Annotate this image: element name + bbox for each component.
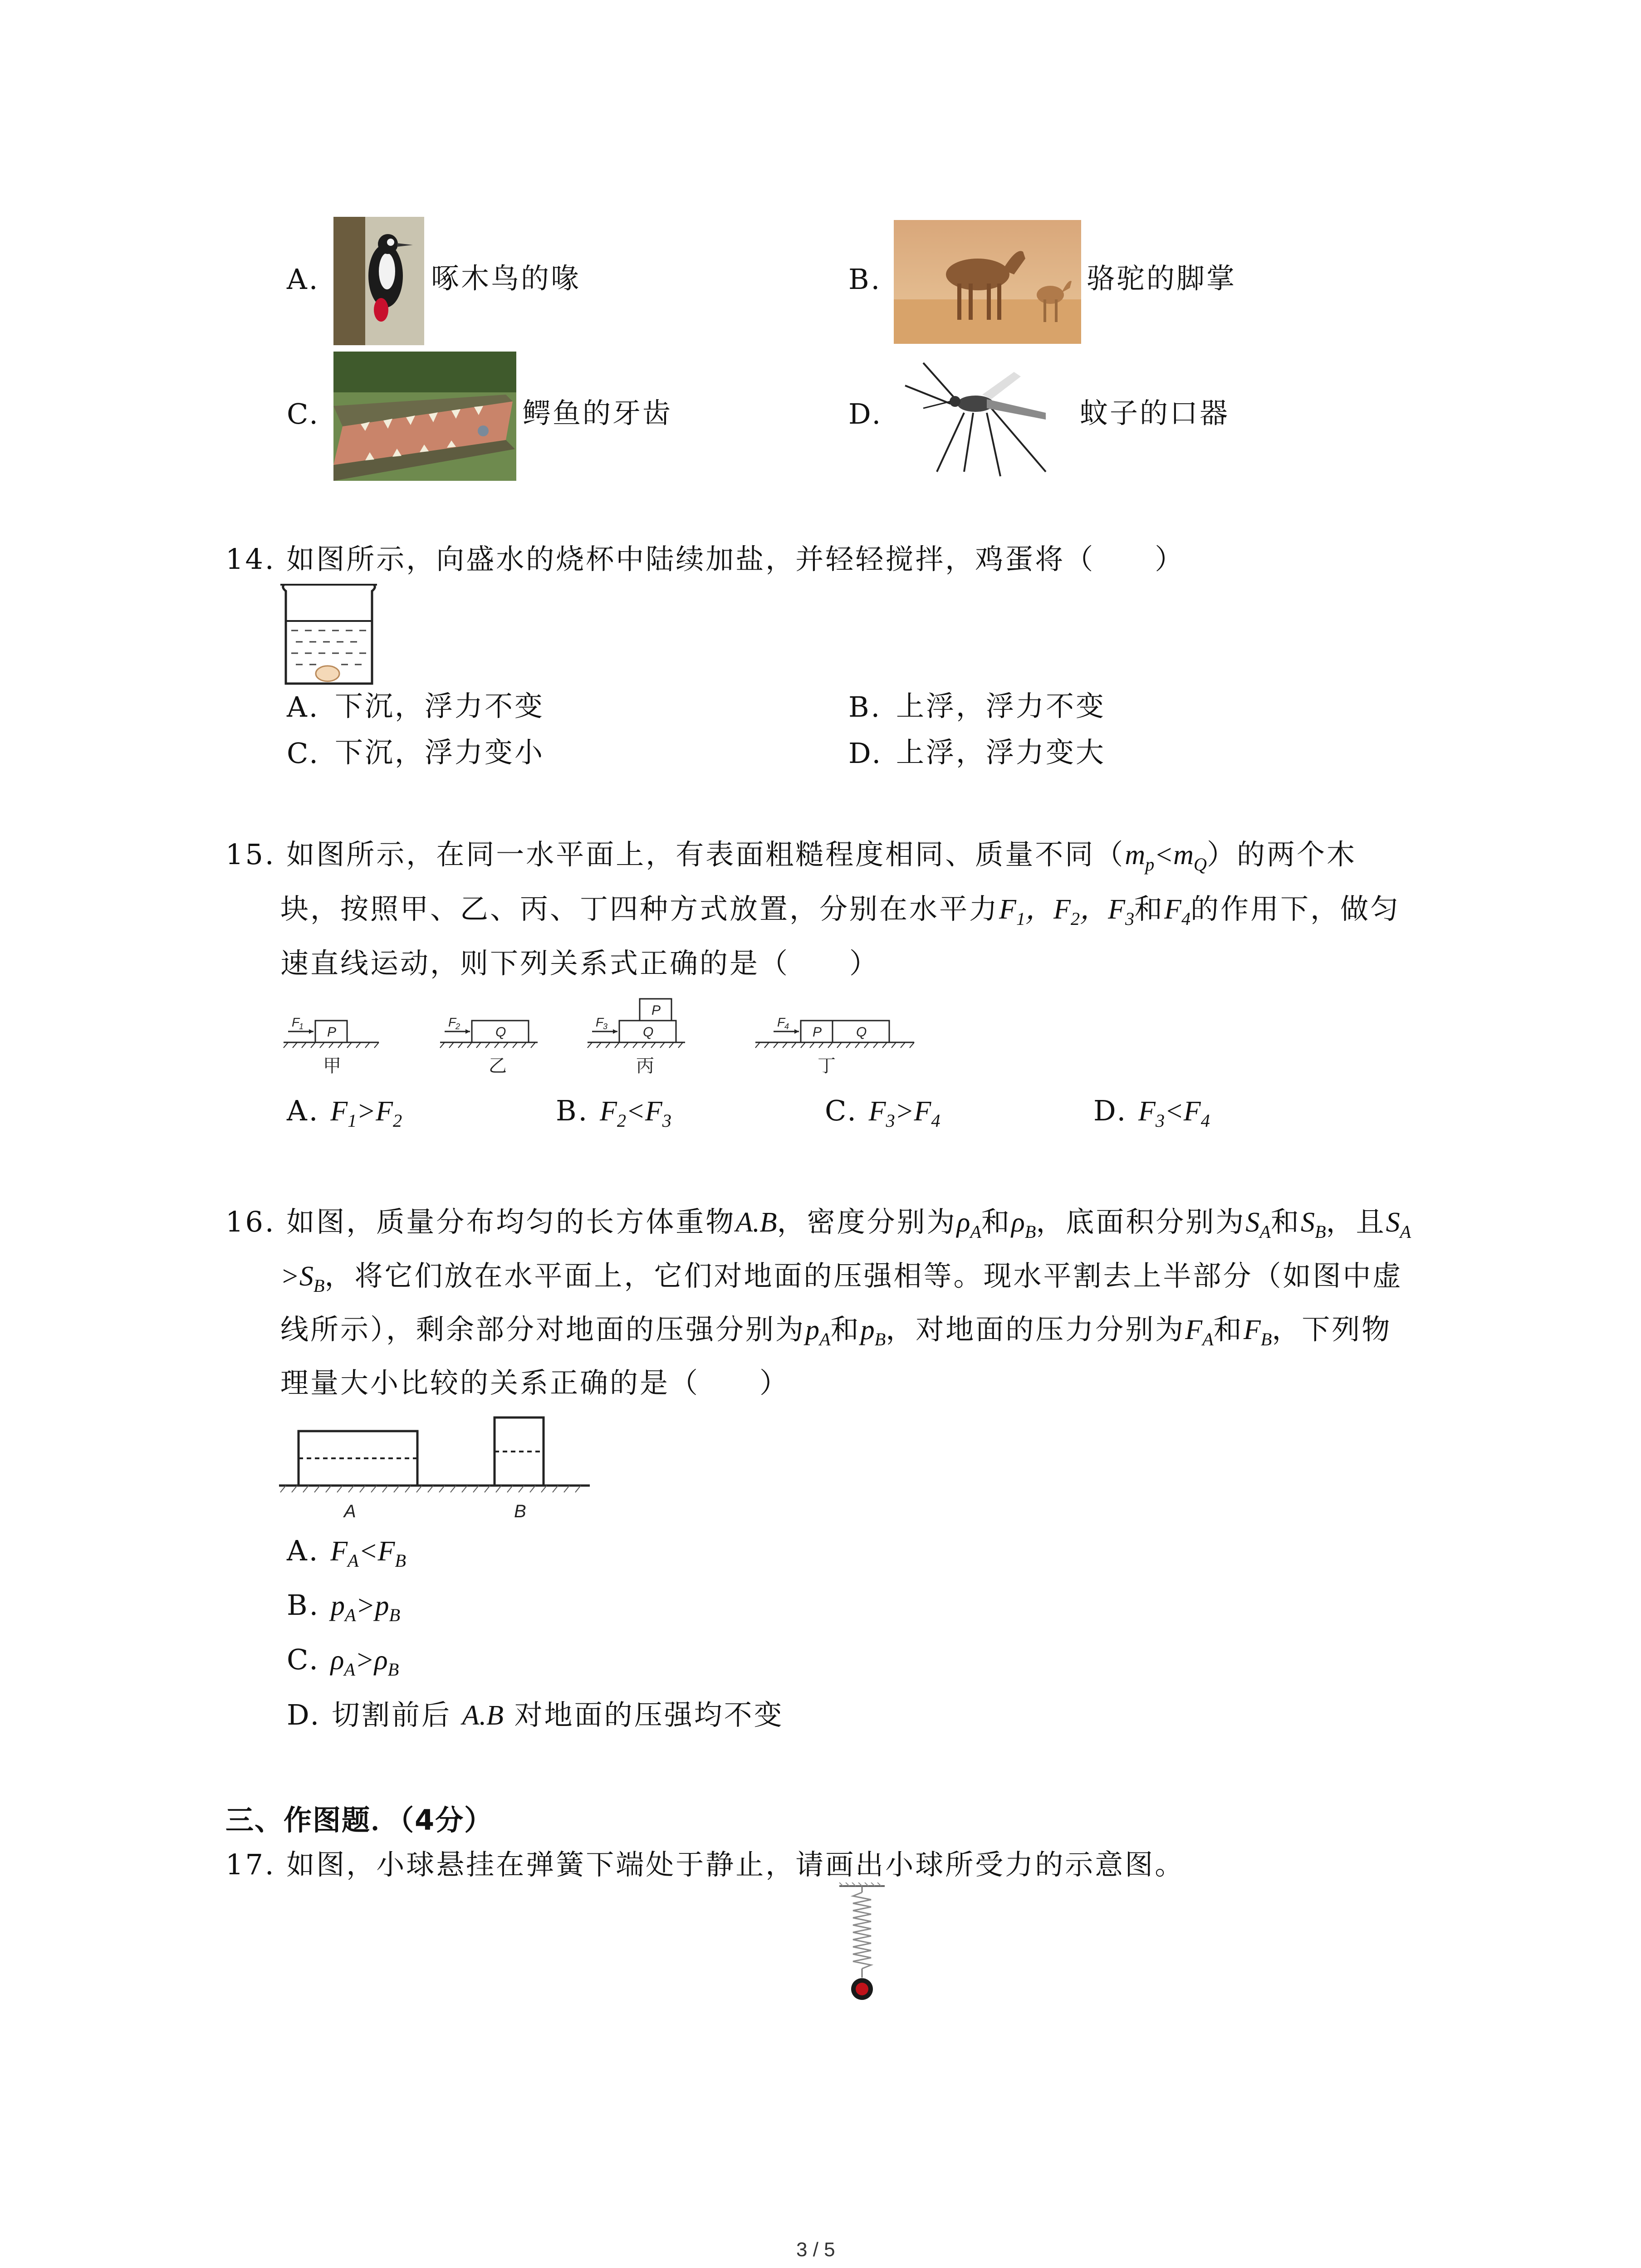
q13-option-b-text: 骆驼的脚掌 xyxy=(1087,262,1237,295)
q16-line-1-part-c: 和 xyxy=(981,1205,1011,1238)
beaker-with-egg-figure xyxy=(278,583,380,687)
q16-option-d: D. 切割前后 A.B 对地面的压强均不变 xyxy=(287,1698,784,1731)
q16-line-3-part-b: 和 xyxy=(830,1313,861,1346)
q16-line-3-part-c: ，对地面的压力分别为 xyxy=(886,1313,1185,1346)
q15-block-q-4: Q xyxy=(856,1025,867,1040)
q16-line-1-part-e: 和 xyxy=(1271,1205,1301,1238)
q16-line-1-part-d: ，底面积分别为 xyxy=(1036,1205,1246,1238)
q15-block-p-3: P xyxy=(652,1003,661,1018)
q13-option-a-text: 啄木鸟的喙 xyxy=(431,262,581,295)
q13-option-a-letter: A. xyxy=(287,263,320,296)
q14-option-b-letter: B. xyxy=(848,690,882,723)
q15-block-q-2: Q xyxy=(495,1025,506,1040)
q15-block-p-4: P xyxy=(813,1025,822,1040)
q16-fig-label-a: A xyxy=(344,1501,356,1521)
q15-option-a: A. $F_1>F_2$ xyxy=(287,1094,402,1131)
svg-text:F: F xyxy=(448,1015,456,1029)
q16-line-1-part-a: 16. 如图，质量分布均匀的长方体重物 xyxy=(225,1205,736,1238)
svg-text:F: F xyxy=(292,1015,300,1029)
svg-text:3: 3 xyxy=(603,1022,608,1031)
q15-option-d-letter: D. xyxy=(1093,1094,1128,1127)
spring-ball-figure xyxy=(835,1882,889,2005)
q14-stem: 14. 如图所示，向盛水的烧杯中陆续加盐，并轻轻搅拌，鸡蛋将（ ） xyxy=(225,543,1185,576)
q15-block-p-1: P xyxy=(327,1025,337,1040)
q14-option-d-letter: D. xyxy=(848,737,883,770)
q16-line-3-part-a: 线所示），剩余部分对地面的压强分别为 xyxy=(280,1313,806,1346)
q13-option-d-text: 蚊子的口器 xyxy=(1080,396,1230,430)
q15-label-yi: 乙 xyxy=(489,1056,507,1076)
q13-option-b-letter: B. xyxy=(848,263,882,296)
q13-option-c-text: 鳄鱼的牙齿 xyxy=(523,396,673,430)
q15-option-c: C. $F_3>F_4$ xyxy=(825,1094,941,1131)
q15-line-1 xyxy=(225,838,1357,875)
crocodile-image xyxy=(333,352,516,481)
q16-line-4: 理量大小比较的关系正确的是（ ） xyxy=(280,1366,790,1399)
svg-text:F: F xyxy=(777,1015,785,1029)
q16-line-2-text: ，将它们放在水平面上，它们对地面的压强相等。现水平割去上半部分（如图中虚 xyxy=(324,1259,1403,1292)
mosquito-image xyxy=(896,354,1078,481)
q15-mass-relation: $m_p<m_Q$ xyxy=(1125,840,1207,875)
q16-option-c-letter: C. xyxy=(287,1643,320,1676)
q15-line-3: 速直线运动，则下列关系式正确的是（ ） xyxy=(280,947,880,980)
q14-option-d-text: 上浮，浮力变大 xyxy=(896,736,1106,769)
q15-line-1-part-a: 15. 如图所示，在同一水平面上，有表面粗糙程度相同、质量不同（ xyxy=(225,838,1125,871)
svg-text:2: 2 xyxy=(456,1022,460,1031)
q15-option-a-letter: A. xyxy=(287,1094,320,1127)
q15-option-b: B. $F_2<F_3$ xyxy=(556,1094,671,1131)
q16-line-1-part-b: ，密度分别为 xyxy=(777,1205,957,1238)
q15-line-1-part-b: ）的两个木 xyxy=(1206,838,1357,871)
q15-label-ding: 丁 xyxy=(818,1056,836,1076)
q15-force-f4: $F_4$ xyxy=(1164,894,1191,929)
q16-option-b-letter: B. xyxy=(287,1589,320,1622)
q16-blocks-figure xyxy=(277,1411,594,1529)
q15-option-c-letter: C. xyxy=(825,1094,858,1127)
q14-option-b-text: 上浮，浮力不变 xyxy=(896,689,1106,723)
q16-line-3-part-d: 和 xyxy=(1213,1313,1244,1346)
q13-option-d-letter: D. xyxy=(848,397,883,430)
q15-line-2-part-b: 和 xyxy=(1134,892,1165,925)
svg-text:1: 1 xyxy=(299,1022,304,1031)
q16-line-2: $>S_B$，将它们放在水平面上，它们对地面的压强相等。现水平割去上半部分（如图中虚 xyxy=(280,1259,1403,1296)
section-3-title: 三、作图题．（4分） xyxy=(225,1804,494,1837)
q15-label-jia: 甲 xyxy=(323,1056,341,1076)
q14-option-c-text: 下沉，浮力变小 xyxy=(335,736,545,769)
q16-fig-label-b: B xyxy=(514,1501,526,1521)
q15-label-bing: 丙 xyxy=(636,1056,654,1076)
q14-option-a-letter: A. xyxy=(287,690,320,723)
svg-text:4: 4 xyxy=(784,1022,789,1031)
q14-option-a-text: 下沉，浮力不变 xyxy=(335,689,545,723)
q16-option-b: B. $p_A>p_B$ xyxy=(287,1589,401,1626)
q15-forces: $F_1$，$F_2$，$F_3$ xyxy=(999,894,1135,929)
q15-option-b-letter: B. xyxy=(556,1094,589,1127)
q15-block-q-3: Q xyxy=(643,1025,654,1040)
camel-image xyxy=(894,220,1081,344)
q15-option-d: D. $F_3<F_4$ xyxy=(1093,1094,1210,1131)
q15-line-2-part-c: 的作用下，做匀 xyxy=(1190,892,1401,925)
woodpecker-image xyxy=(333,217,424,345)
q16-option-d-letter: D. xyxy=(287,1698,321,1731)
q15-line-2 xyxy=(280,892,1401,929)
q16-line-3-part-e: ，下列物 xyxy=(1272,1313,1392,1346)
q16-option-a-letter: A. xyxy=(287,1534,320,1567)
q17-stem: 17. 如图，小球悬挂在弹簧下端处于静止，请画出小球所受力的示意图。 xyxy=(225,1848,1185,1881)
q14-option-c-letter: C. xyxy=(287,737,320,770)
q13-option-c-letter: C. xyxy=(287,397,320,430)
q16-option-d-part-a: 切割前后 xyxy=(331,1698,451,1731)
q15-line-2-part-a: 块，按照甲、乙、丙、丁四种方式放置，分别在水平力 xyxy=(280,892,999,925)
q16-option-d-part-b: 对地面的压强均不变 xyxy=(514,1698,784,1731)
svg-text:F: F xyxy=(596,1015,604,1029)
q16-line-1: 16. 如图，质量分布均匀的长方体重物A.B，密度分别为$\rho_A$和$\rho_B$，底面积分别为$S_A$和$S_B$，且$S_A$ xyxy=(225,1205,1411,1242)
page-number: 3 / 5 xyxy=(796,2239,835,2261)
q16-option-a: A. $F_A<F_B$ xyxy=(287,1534,407,1571)
q16-option-c: C. $\rho_A>\rho_B$ xyxy=(287,1643,399,1680)
q16-line-3: 线所示），剩余部分对地面的压强分别为$p_A$和$p_B$，对地面的压力分别为$F_A$和$F_B$，下列物 xyxy=(280,1313,1392,1350)
q15-block-figures xyxy=(279,989,923,1089)
q16-line-1-part-f: ，且 xyxy=(1326,1205,1386,1238)
